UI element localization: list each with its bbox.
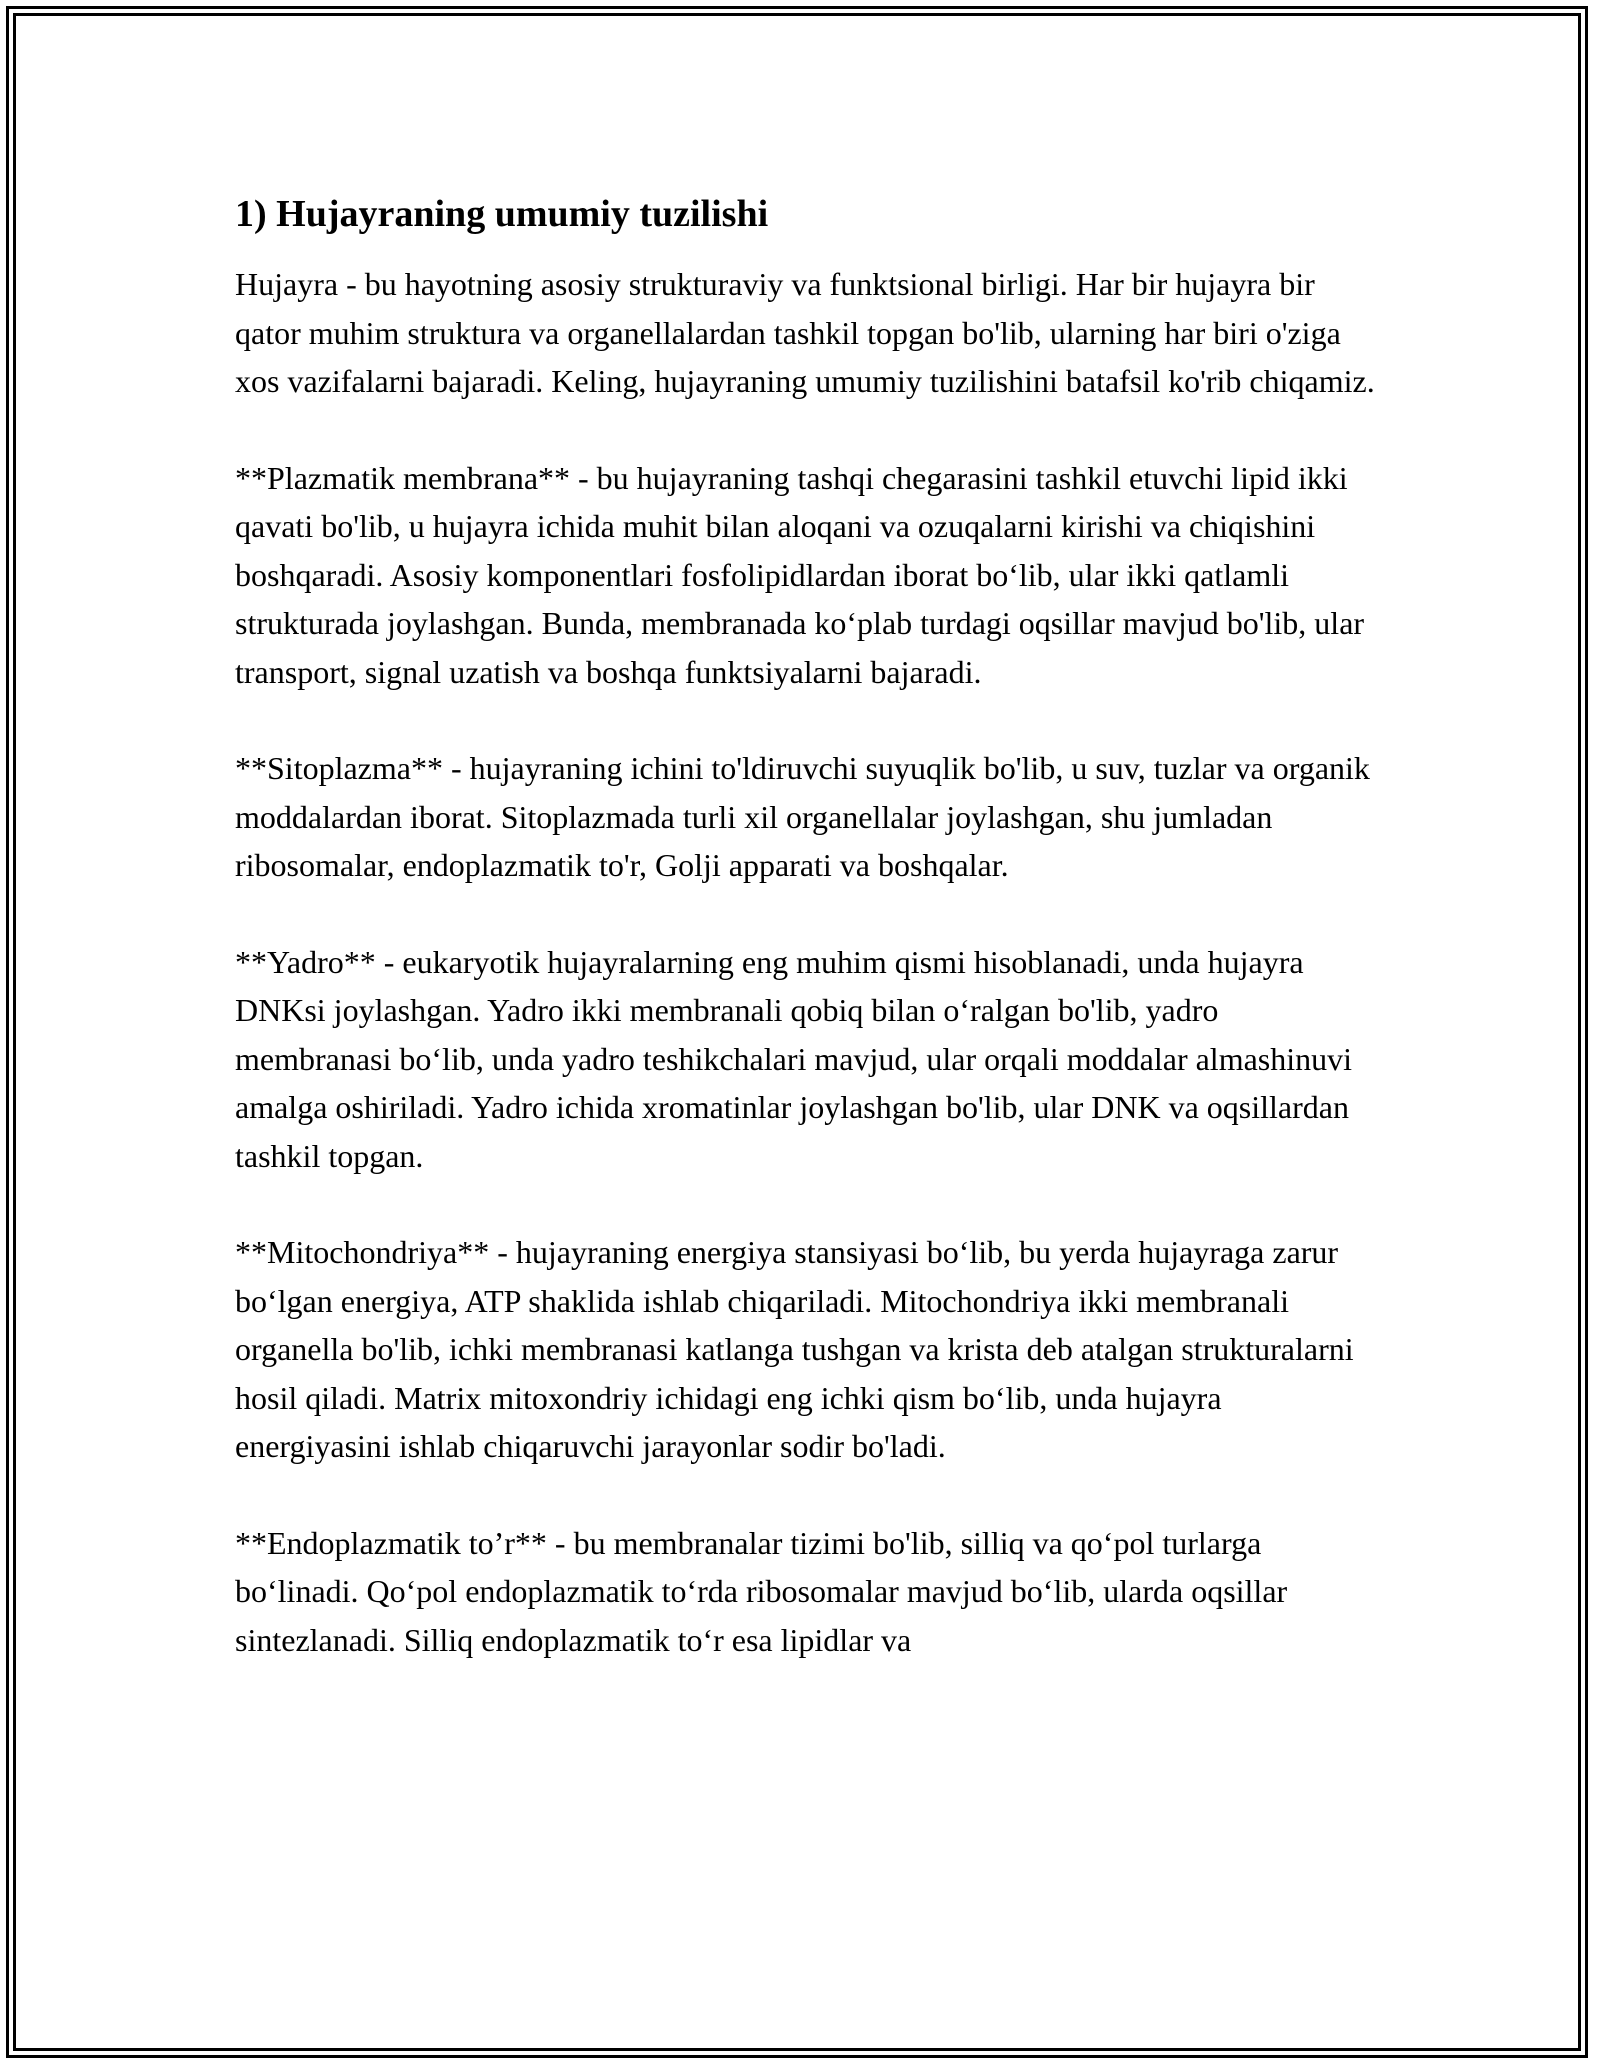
paragraph-plasma-membrane: **Plazmatik membrana** - bu hujayraning tashqi chegarasini tashkil etuvchi lipid ikki qavati bo'lib, u hujayra ichida muhit bilan aloqani va ozuqalarni kirishi va chiqishini boshqaradi. Asosiy komponentlari fosfolipidlardan iborat bo‘lib, ular ikki qatlamli strukturada joylashgan. Bunda, membranada ko‘plab turdagi oqsillar mavjud bo'lib, ular transport, signal uzatish va boshqa funktsiyalarni bajaradi. — [235, 459, 1365, 690]
paragraph-mitochondria: **Mitochondriya** - hujayraning energiya stansiyasi bo‘lib, bu yerda hujayraga zarur bo‘lgan energiya, ATP shaklida ishlab chiqariladi. Mitochondriya ikki membranali organella bo'lib, ichki membranasi katlanga tushgan va krista deb atalgan strukturalarni hosil qiladi. Matrix mitoxondriy ichidagi eng ichki qism bo‘lib, unda hujayra energiyasini ishlab chiqaruvchi jarayonlar sodir bo'ladi. — [235, 1234, 1354, 1464]
paragraph-endoplasmic-reticulum: **Endoplazmatik to’r** - bu membranalar tizimi bo'lib, silliq va qo‘pol turlarga bo‘linadi. Qo‘pol endoplazmatik to‘rda ribosomalar mavjud bo‘lib, ularda oqsillar sintezlanadi. Silliq endoplazmatik to‘r esa lipidlar va — [235, 1524, 1288, 1658]
paragraph-cytoplasm: **Sitoplazma** - hujayraning ichini to'ldiruvchi suyuqlik bo'lib, u suv, tuzlar va organik moddalardan iborat. Sitoplazmada turli xil organellalar joylashgan, shu jumladan ribosomalar, endoplazmatik to'r, Golji apparati va boshqalar. — [235, 750, 1370, 883]
paragraph-intro: Hujayra - bu hayotning asosiy strukturaviy va funktsional birligi. Har bir hujayra bir qator muhim struktura va organellalardan tashkil topgan bo'lib, ularning har biri o'ziga xos vazifalarni bajaradi. Keling, hujayraning umumiy tuzilishini batafsil ko'rib chiqamiz. — [235, 266, 1375, 399]
document-title: 1) Hujayraning umumiy tuzilishi — [235, 193, 769, 235]
document-body — [235, 190, 1375, 1712]
paragraph-nucleus: **Yadro** - eukaryotik hujayralarning eng muhim qismi hisoblanadi, unda hujayra DNKsi joylashgan. Yadro ikki membranali qobiq bilan o‘ralgan bo'lib, yadro membranasi bo‘lib, unda yadro teshikchalari mavjud, ular orqali moddalar almashinuvi amalga oshiriladi. Yadro ichida xromatinlar joylashgan bo'lib, ular DNK va oqsillardan tashkil topgan. — [235, 943, 1353, 1174]
